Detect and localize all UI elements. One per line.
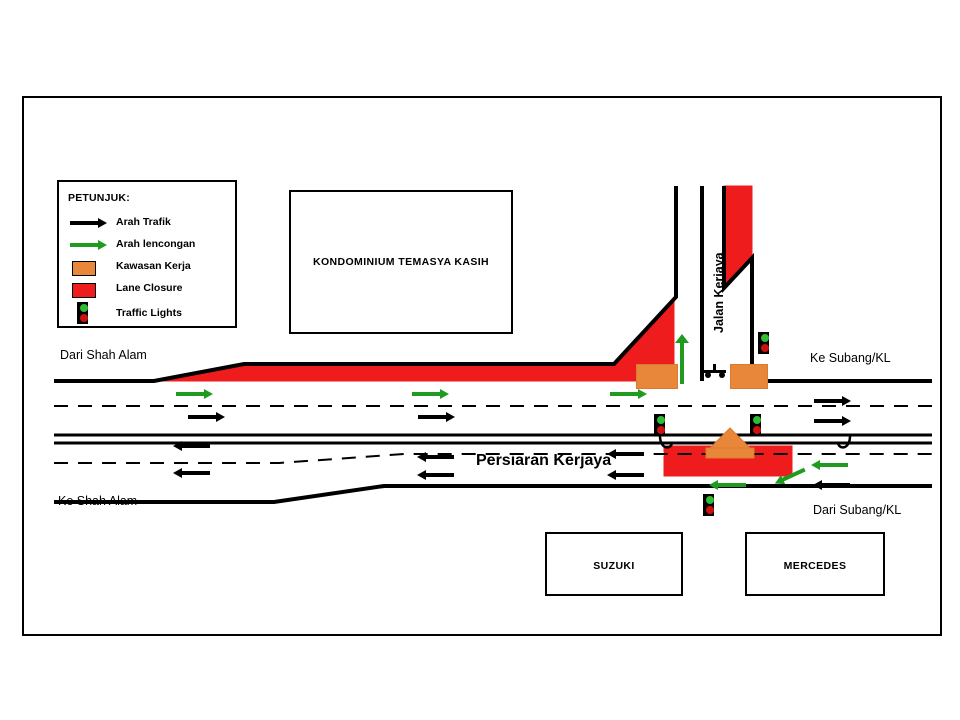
- traffic-arrow-top-2: [418, 414, 448, 420]
- diversion-arrow-5: [716, 482, 746, 488]
- work-zone-left: [636, 364, 678, 389]
- traffic-arrow-bottom-4: [424, 472, 454, 478]
- legend-item-arah-lencongan: [68, 236, 233, 254]
- diagram-frame: [22, 96, 942, 636]
- label-jalan-kerjaya: Jalan Kerjaya: [712, 252, 726, 333]
- overhead-structure-icon: [704, 364, 726, 378]
- diversion-arrow-up: [679, 342, 685, 384]
- legend-box: [57, 180, 237, 328]
- legend-item-kawasan-kerja: [68, 258, 233, 276]
- traffic-light-east-junction: [750, 414, 761, 436]
- building-kondominium: [289, 190, 513, 334]
- legend-item-arah-trafik: [68, 214, 233, 232]
- building-label: MERCEDES: [783, 560, 847, 572]
- building-suzuki: [545, 532, 683, 596]
- diversion-arrow-1: [176, 391, 206, 397]
- label-dari-subang-kl: Dari Subang/KL: [813, 503, 902, 517]
- diversion-arrow-3: [610, 391, 640, 397]
- label-dari-shah-alam: Dari Shah Alam: [60, 348, 147, 362]
- traffic-arrow-top-3: [814, 398, 844, 404]
- black-arrow-icon: [70, 220, 108, 227]
- building-label: KONDOMINIUM TEMASYA KASIH: [312, 256, 490, 268]
- traffic-arrow-bottom-6: [614, 472, 644, 478]
- legend-item-lane-closure: [68, 280, 233, 298]
- junction-island-base: [706, 448, 754, 458]
- legend-title: PETUNJUK:: [68, 192, 130, 204]
- road-edge-bottom: [54, 486, 932, 502]
- green-arrow-icon: [70, 242, 108, 249]
- traffic-light-west-junction: [654, 414, 665, 436]
- legend-item-label: Arah Trafik: [116, 216, 171, 228]
- traffic-arrow-bottom-2: [180, 470, 210, 476]
- diversion-arrow-2: [412, 391, 442, 397]
- traffic-arrow-bottom-5: [614, 451, 644, 457]
- traffic-light-south: [703, 494, 714, 516]
- traffic-light-northeast: [758, 332, 769, 354]
- legend-item-label: Kawasan Kerja: [116, 260, 191, 272]
- legend-item-label: Arah lencongan: [116, 238, 196, 250]
- traffic-arrow-top-1: [188, 414, 218, 420]
- legend-item-label: Lane Closure: [116, 282, 183, 294]
- diversion-arrow-4: [818, 462, 848, 468]
- traffic-arrow-bottom-1: [180, 443, 210, 449]
- traffic-arrow-bottom-7: [820, 482, 850, 488]
- building-label: SUZUKI: [593, 560, 635, 572]
- orange-box-icon: [72, 261, 96, 276]
- traffic-light-icon: [77, 302, 88, 324]
- red-box-icon: [72, 283, 96, 298]
- building-mercedes: [745, 532, 885, 596]
- traffic-arrow-bottom-3: [424, 454, 454, 460]
- work-zone-right: [730, 364, 768, 389]
- label-persiaran-kerjaya: Persiaran Kerjaya: [476, 452, 612, 469]
- label-ke-shah-alam: Ke Shah Alam: [58, 494, 138, 508]
- traffic-arrow-top-4: [814, 418, 844, 424]
- legend-item-traffic-lights: [68, 302, 233, 326]
- label-ke-subang-kl: Ke Subang/KL: [810, 351, 891, 365]
- legend-item-label: Traffic Lights: [116, 307, 182, 319]
